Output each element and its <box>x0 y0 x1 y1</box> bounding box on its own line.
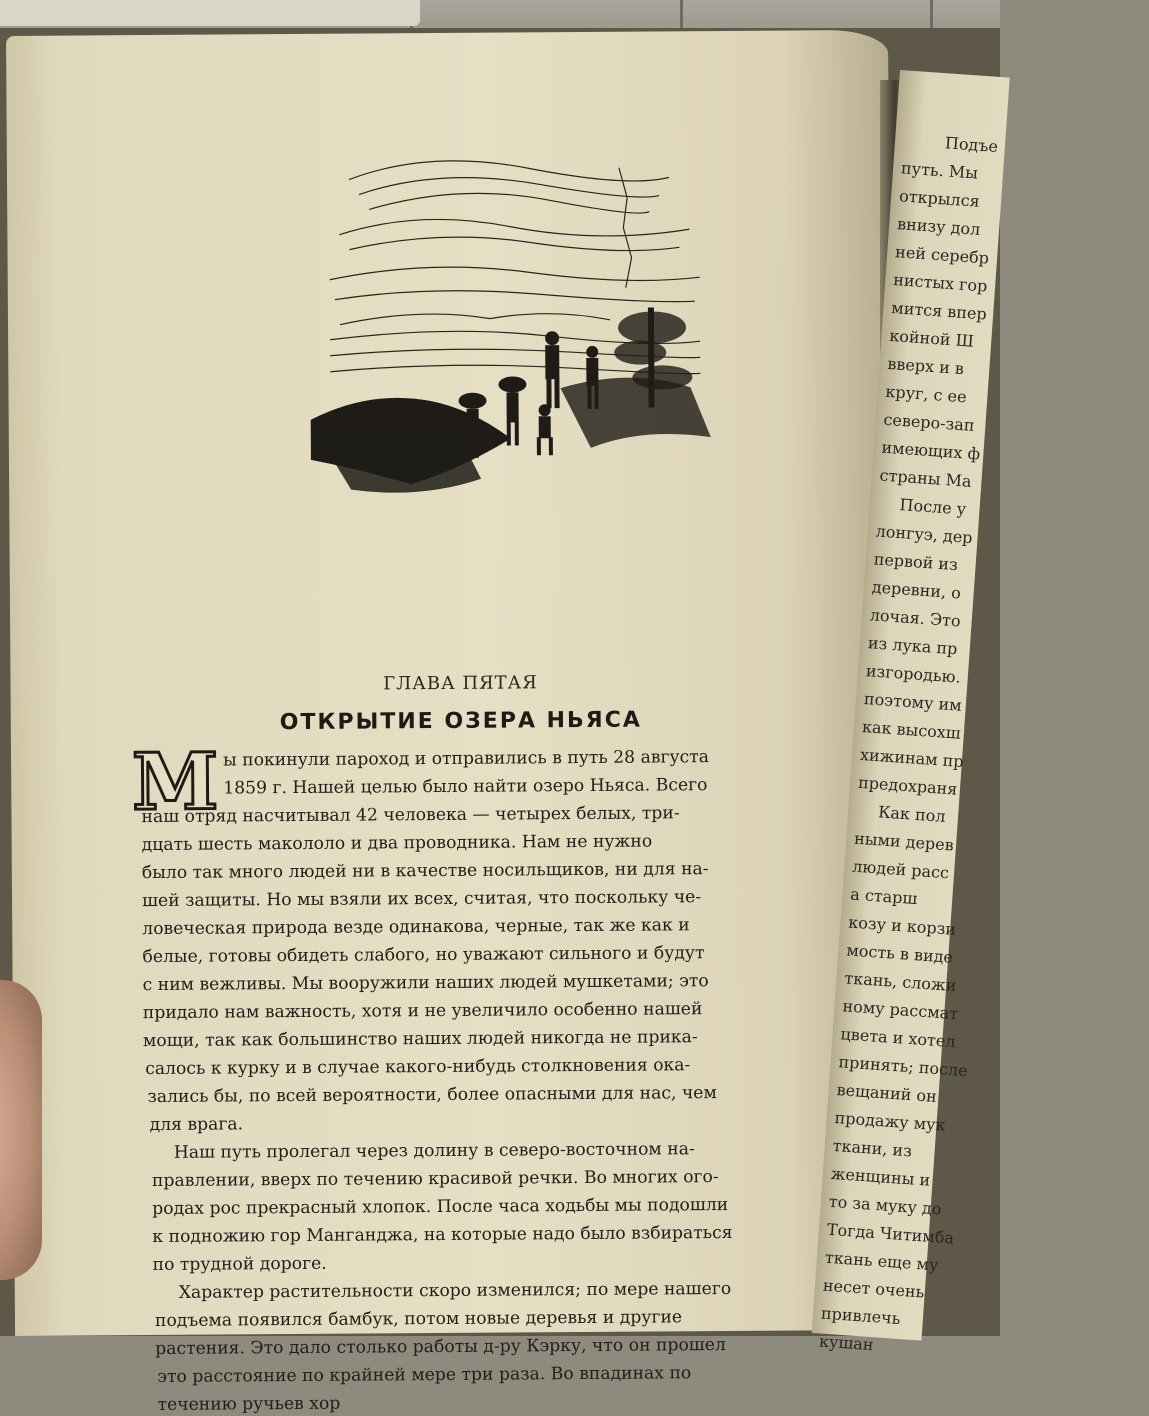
holding-thumb <box>0 980 42 1280</box>
text-line: дцать шесть макололо и два проводника. Нам не нужно <box>141 831 653 856</box>
text-line: правлении, вверх по течению красивой речки. Во многих ого- <box>151 1167 719 1192</box>
text-line: белые, готовы обидеть слабого, но уважают сильного и будут <box>142 943 705 968</box>
right-page-line: хижинам пр <box>859 744 965 772</box>
right-page-line: мость в виде <box>845 940 954 967</box>
right-page-line: открылся <box>898 186 981 211</box>
paper-scrap <box>0 0 420 26</box>
text-line: течению ручьев хор <box>157 1393 341 1415</box>
right-page-line: из лука пр <box>867 633 959 659</box>
right-page-line: Как пол <box>877 802 947 826</box>
right-page-line: внизу дол <box>896 214 981 239</box>
text-line: для врага. <box>149 1114 244 1136</box>
text-line: с ним вежливы. Мы вооружили наших людей мушкетами; это <box>142 971 709 996</box>
right-page-line: предохраня <box>857 772 959 799</box>
right-page-line: женщины и <box>830 1163 931 1190</box>
right-page-line: несет очень <box>822 1275 926 1302</box>
right-page-line: ней серебр <box>894 242 990 268</box>
text-line: родах рос прекрасный хлопок. После часа ходьбы мы подошли <box>152 1194 729 1220</box>
right-page-line: круг, с ее <box>884 381 968 407</box>
text-line: Наш путь пролегал через долину в северо-восточном на- <box>173 1139 695 1163</box>
right-page-line: изгородью. <box>865 661 962 687</box>
dropcap-letter: М <box>131 736 219 829</box>
right-page-line: деревни, о <box>871 577 962 603</box>
right-page-line: имеющих ф <box>880 437 981 464</box>
right-page-line: лонгуэ, дер <box>875 521 974 548</box>
right-page-line: ткани, из <box>832 1135 913 1161</box>
text-line: растения. Это дало столько работы д-ру Кэрку, что он прошел <box>155 1335 726 1359</box>
chapter-label: ГЛАВА ПЯТАЯ <box>383 672 538 695</box>
right-page-line: первой из <box>873 549 959 575</box>
text-line: к подножию гор Манганджа, на которые надо было взбираться <box>152 1222 733 1248</box>
right-page-line: страны Ма <box>879 465 973 491</box>
right-page-line: вещаний он <box>836 1080 938 1107</box>
text-line: 1859 г. Нашей целью было найти озеро Ньяса. Всего <box>223 775 708 799</box>
chapter-title: ОТКРЫТИЕ ОЗЕРА НЬЯСА <box>279 707 642 736</box>
right-page-line: койной Ш <box>888 325 975 351</box>
right-page-line: мится впер <box>890 298 988 324</box>
right-page-line: принять; после <box>838 1052 969 1081</box>
text-line: подъема появился бамбук, потом новые деревья и другие <box>154 1307 683 1331</box>
text-line: салось к курку и в случае какого-нибудь столкновения ока- <box>145 1055 691 1080</box>
right-page-line: ными дерев <box>853 828 955 855</box>
right-page-line: поэтому им <box>863 689 963 715</box>
text-line: ловеческая природа везде одинакова, черные, так же как и <box>142 915 690 940</box>
right-page-line: нистых гор <box>892 270 989 296</box>
text-line: было так много людей ни в качестве носильщиков, ни для на- <box>141 859 709 884</box>
right-page-line: людей расс <box>851 856 950 883</box>
right-page-line: лочая. Это <box>869 605 962 631</box>
right-page-line: ткань еще му <box>824 1247 940 1275</box>
right-page-line: Тогда Читимба <box>826 1219 955 1248</box>
text-line: по трудной дороге. <box>152 1253 327 1276</box>
chapter-text <box>6 30 915 1415</box>
right-page-line: ткань, сложи <box>843 968 958 996</box>
right-page-line: козу и корзи <box>847 912 957 939</box>
right-page-line: ному рассмат <box>841 996 959 1024</box>
text-line: наш отряд насчитывал 42 человека — четырех белых, три- <box>141 803 680 828</box>
right-page-line: путь. Мы <box>900 158 979 183</box>
right-page-line: привлечь <box>820 1303 902 1329</box>
right-page-line: цвета и хотел <box>839 1024 957 1052</box>
right-page-line: как высохш <box>861 716 962 743</box>
text-line: ы покинули пароход и отправились в путь 28 августа <box>222 747 710 771</box>
right-page-line: Подъе <box>944 133 999 156</box>
text-line: мощи, так как большинство наших людей никогда не прика- <box>142 1027 698 1052</box>
right-page-line: После у <box>899 495 967 519</box>
text-line: придало нам важность, хотя и не увеличило особенно нашей <box>142 999 703 1024</box>
text-line: шей защиты. Но мы взяли их всех, считая, что поскольку че- <box>141 887 702 912</box>
right-page-line: кушан <box>818 1331 875 1355</box>
right-page-line: продажу мук <box>834 1108 947 1135</box>
text-line: это расстояние по крайней мере три раза. Во впадинах по <box>157 1363 692 1387</box>
right-page-line: северо-зап <box>882 409 976 436</box>
text-line: Характер растительности скоро изменился; по мере нашего <box>178 1278 732 1303</box>
right-page-line: то за муку до <box>828 1191 943 1219</box>
text-line: зались бы, по всей вероятности, более опасными для нас, чем <box>147 1083 717 1108</box>
right-page-line: а старш <box>849 884 918 909</box>
right-page-line: вверх и в <box>886 353 965 379</box>
